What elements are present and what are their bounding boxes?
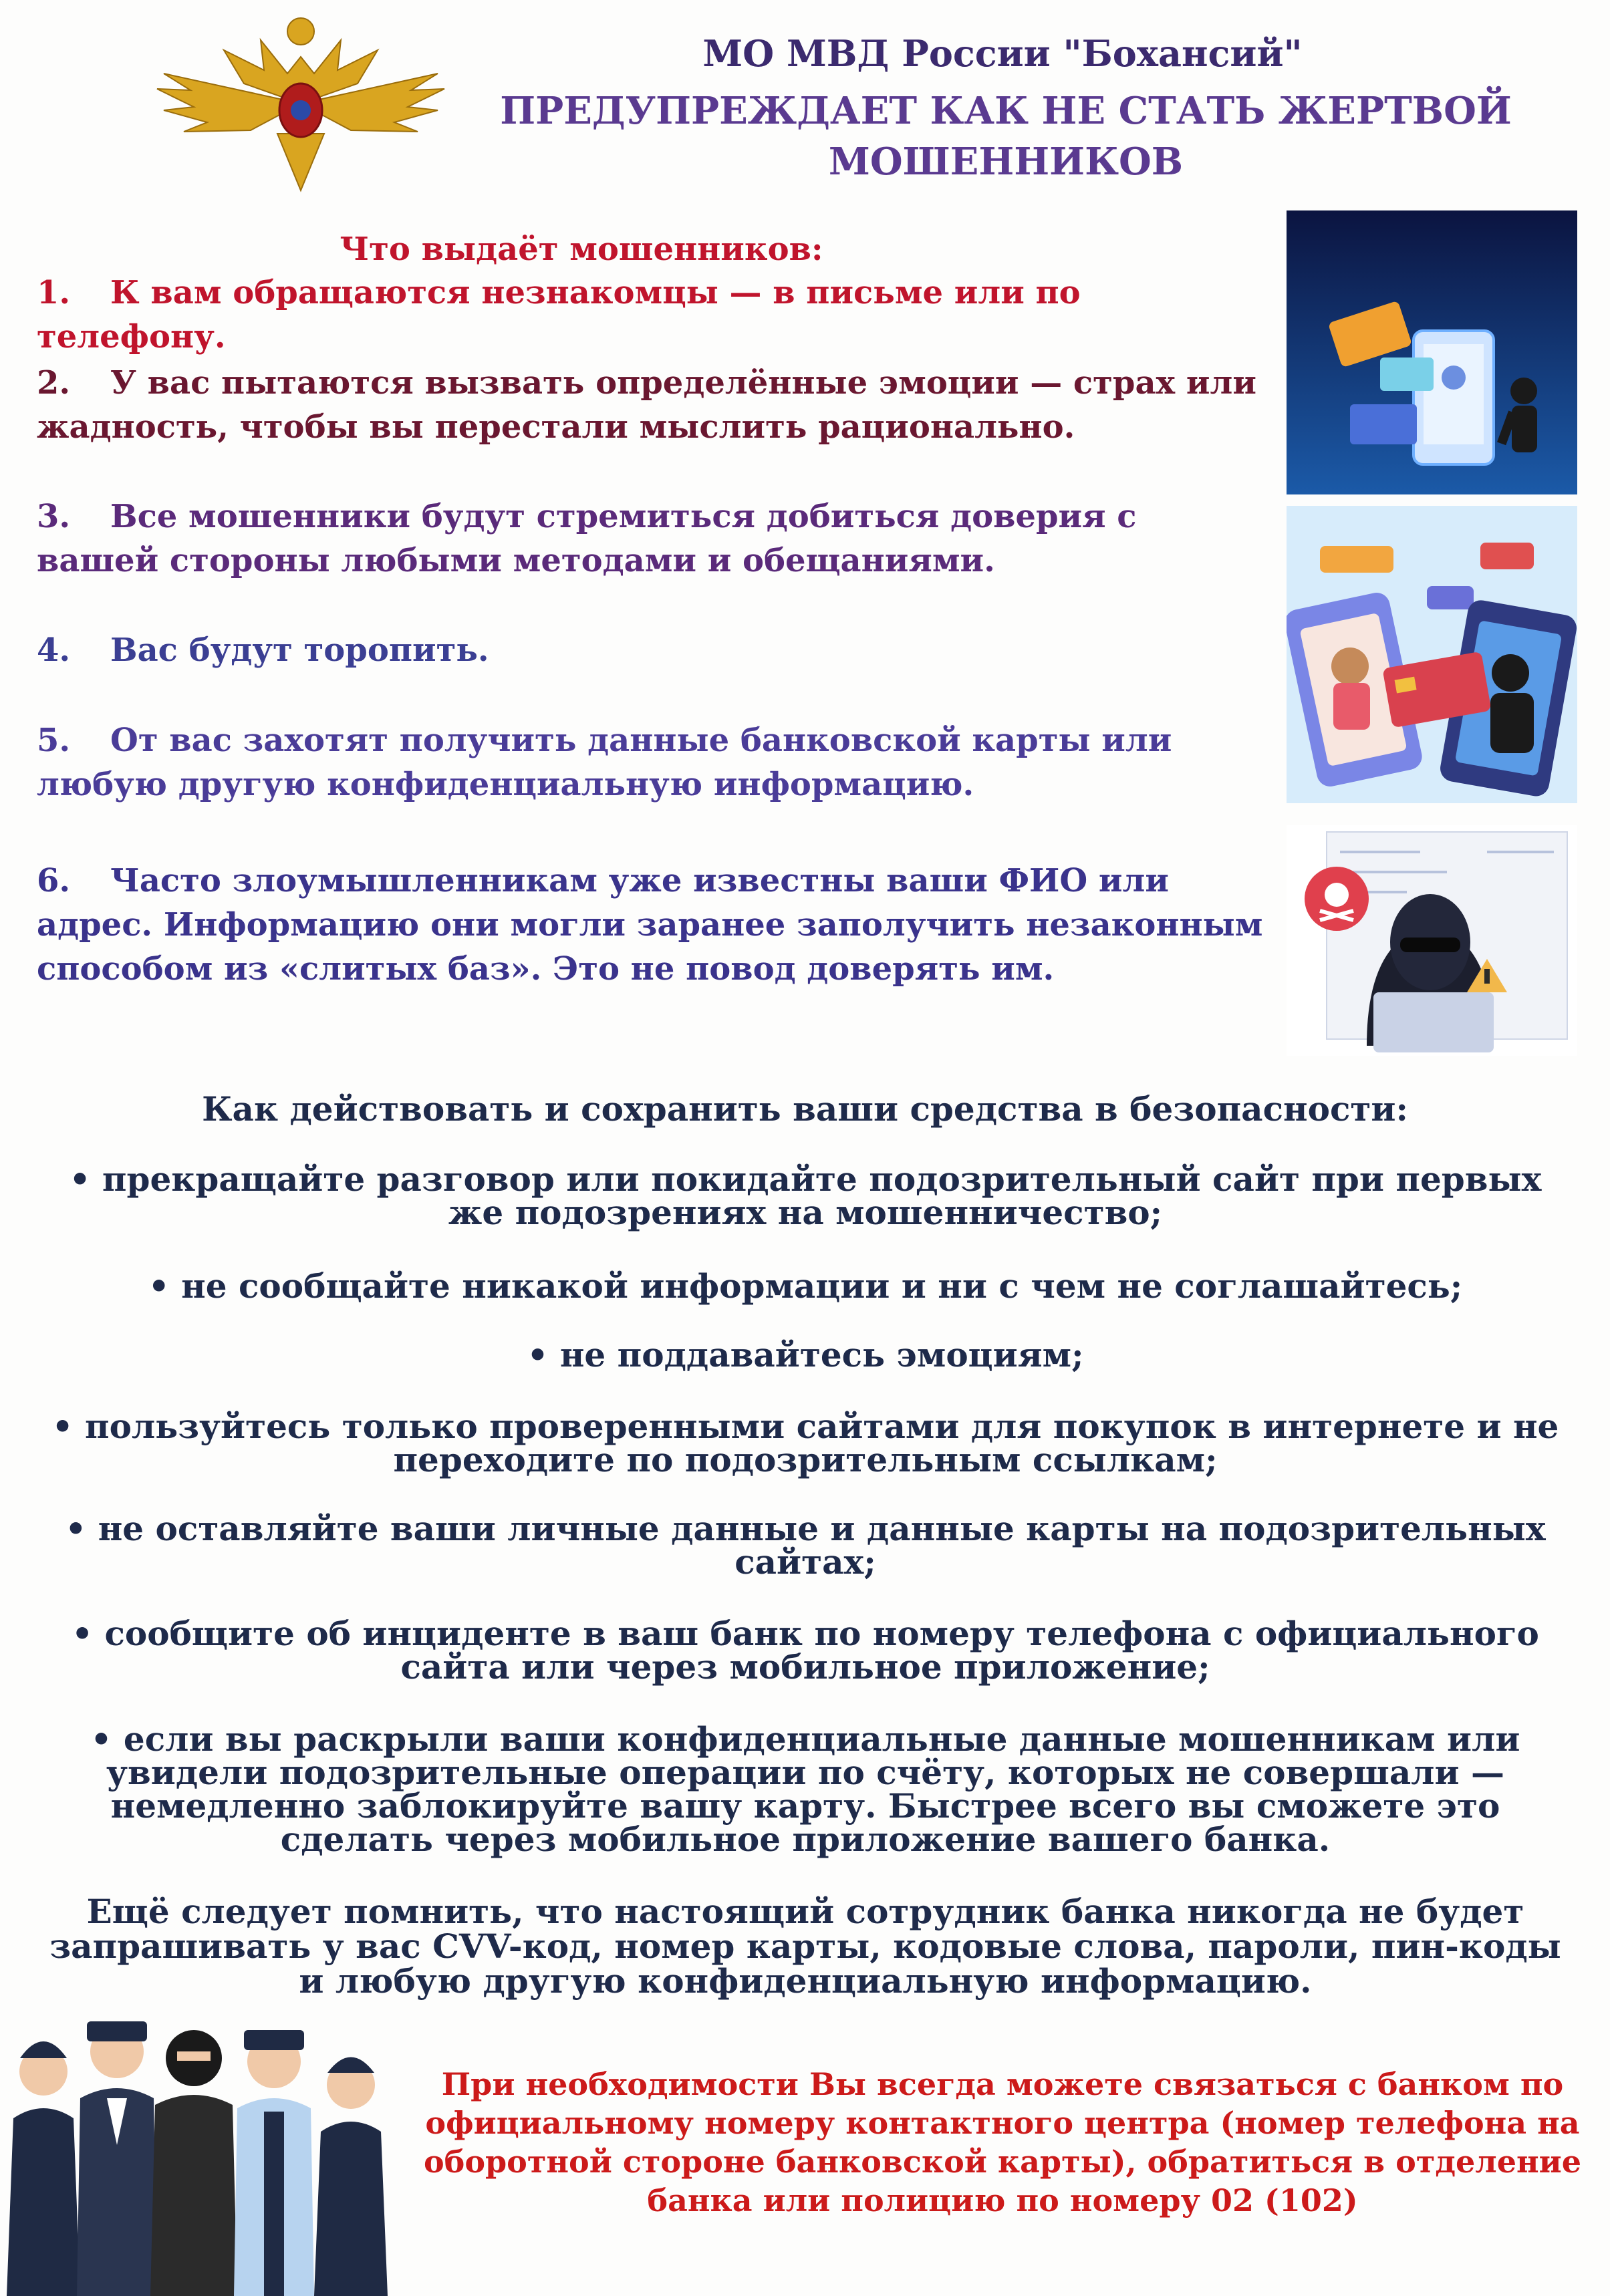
sign-item: 3. Все мошенники будут стремиться добиться доверия с вашей стороны любыми методами и обещаниями.: [37, 498, 1137, 579]
tip-item: • не поддавайтесь эмоциям;: [527, 1335, 1084, 1375]
sign-item: 1. К вам обращаются незнакомцы — в письме или по телефону.: [37, 274, 1081, 355]
title-line-1: ПРЕДУПРЕЖДАЕТ КАК НЕ СТАТЬ ЖЕРТВОЙ: [500, 89, 1512, 133]
bank-note: Ещё следует помнить, что настоящий сотрудник банка никогда не будет запрашивать у вас CVV-код, номер карты, кодовые слова, пароли, пин-коды и любую другую конфиденциальную информацию.: [49, 1892, 1561, 2001]
signs-title: Что выдаёт мошенников:: [340, 231, 823, 268]
sign-item: 2. У вас пытаются вызвать определённые эмоции — страх или жадность, чтобы вы перестали мыслить рационально.: [37, 364, 1256, 446]
police-officers-illustration: [0, 2011, 461, 2296]
tip-item: • не сообщайте никакой информации и ни с чем не соглашайтесь;: [148, 1266, 1463, 1306]
contact-info: При необходимости Вы всегда можете связаться с банком по официальному номеру контактного центра (номер телефона на оборотной стороне банковской карты), обратиться в отделение банка или полицию по номеру 02 (102): [423, 2066, 1582, 2218]
mvd-emblem-icon: [144, 10, 458, 194]
tip-item: • если вы раскрыли ваши конфиденциальные данные мошенникам или увидели подозрительные операции по счёту, которых не совершали — немедленно заблокируйте вашу карту. Быстрее всего вы сможете это сделать через мобильное приложение вашего банка.: [90, 1719, 1520, 1859]
tip-item: • не оставляйте ваши личные данные и данные карты на подозрительных сайтах;: [65, 1509, 1546, 1582]
org-name: МО МВД России "Бохансий": [702, 32, 1303, 75]
title-line-2: МОШЕННИКОВ: [828, 140, 1184, 184]
tip-item: • сообщите об инциденте в ваш банк по номеру телефона с официального сайта или через мобильное приложение;: [72, 1614, 1539, 1687]
actions-title: Как действовать и сохранить ваши средства в безопасности:: [202, 1089, 1408, 1129]
tip-item: • пользуйтесь только проверенными сайтами для покупок в интернете и не переходите по подозрительным ссылкам;: [51, 1407, 1559, 1479]
sign-item: 6. Часто злоумышленникам уже известны ваши ФИО или адрес. Информацию они могли заранее заполучить незаконным способом из «слитых баз». Это не повод доверять им.: [37, 862, 1263, 988]
hacker-laptop-illustration: [1287, 825, 1577, 1056]
phishing-phone-illustration: [1287, 210, 1577, 494]
phone-scam-illustration: [1287, 506, 1577, 803]
page-title: [468, 86, 1544, 187]
sign-item: 4. Вас будут торопить.: [37, 631, 489, 669]
tip-item: • прекращайте разговор или покидайте подозрительный сайт при первых же подозрениях на мошенничество;: [69, 1159, 1542, 1232]
sign-item: 5. От вас захотят получить данные банковской карты или любую другую конфиденциальную информацию.: [37, 722, 1172, 803]
